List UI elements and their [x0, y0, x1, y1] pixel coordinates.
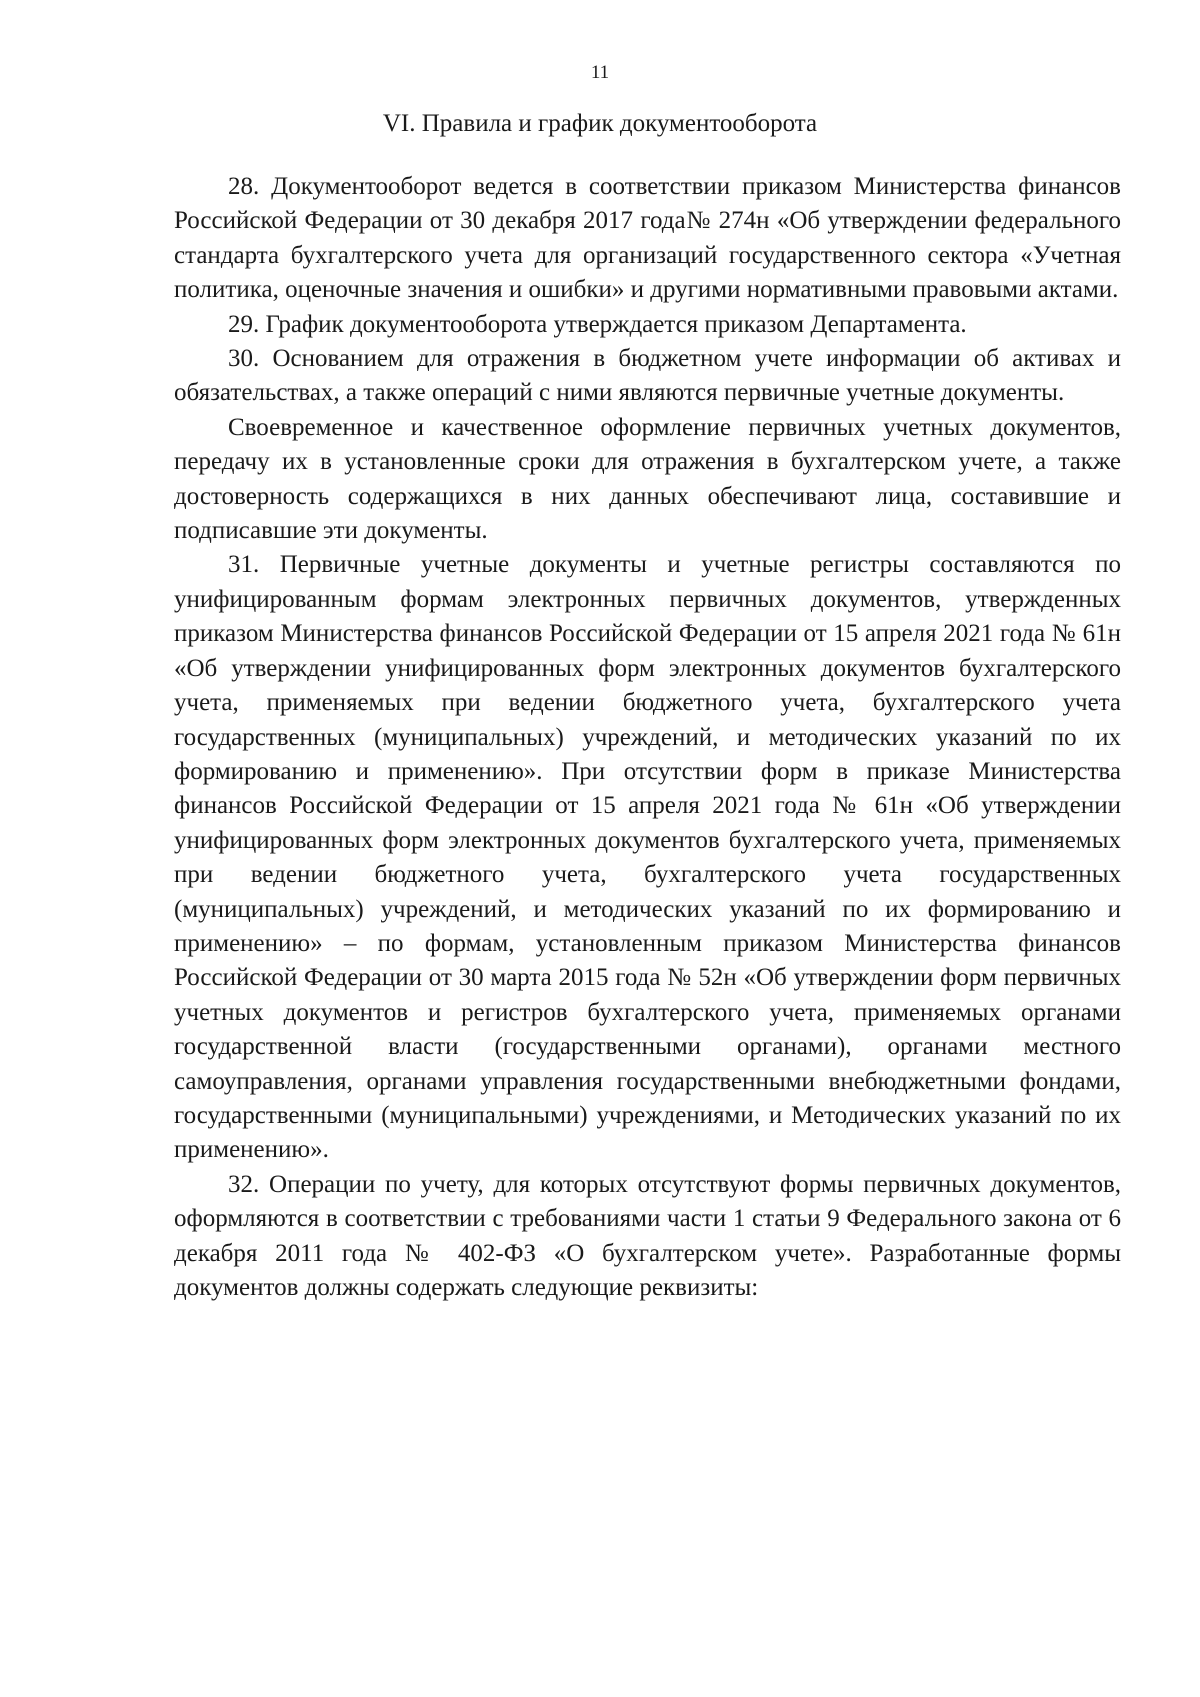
- document-body: [174, 170, 1121, 1305]
- paragraph-31: 31. Первичные учетные документы и учетные регистры составляются по унифицированным формам электронных первичных документов, утвержденных приказом Министерства финансов Российской Федерации от 15 апреля 2021 года № 61н «Об утверждении унифицированных форм электронных документов бухгалтерского учета, применяемых при ведении бюджетного учета, бухгалтерского учета государственных (муниципальных) учреждений, и методических указаний по их формированию и применению». При отсутствии форм в приказе Министерства финансов Российской Федерации от 15 апреля 2021 года № 61н «Об утверждении унифицированных форм электронных документов бухгалтерского учета, применяемых при ведении бюджетного учета, бухгалтерского учета государственных (муниципальных) учреждений, и методических указаний по их формированию и применению» – по формам, установленным приказом Министерства финансов Российской Федерации от 30 марта 2015 года № 52н «Об утверждении форм первичных учетных документов и регистров бухгалтерского учета, применяемых органами государственной власти (государственными органами), органами местного самоуправления, органами управления государственными внебюджетными фондами, государственными (муниципальными) учреждениями, и Методических указаний по их применению».: [174, 551, 1121, 1164]
- page-number: 11: [590, 62, 610, 83]
- paragraph-28: 28. Документооборот ведется в соответствии приказом Министерства финансов Российской Федерации от 30 декабря 2017 года№ 274н «Об утверждении федерального стандарта бухгалтерского учета для организаций государственного сектора «Учетная политика, оценочные значения и ошибки» и другими нормативными правовыми актами.: [174, 173, 1121, 304]
- section-title: VI. Правила и график документооборота: [382, 110, 818, 137]
- paragraph-30-continued: Своевременное и качественное оформление первичных учетных документов, передачу их в установленные сроки для отражения в бухгалтерском учете, а также достоверность содержащихся в них данных обеспечивают лица, составившие и подписавшие эти документы.: [174, 413, 1121, 545]
- paragraph-30: 30. Основанием для отражения в бюджетном учете информации об активах и обязательствах, а также операций с ними являются первичные учетные документы.: [174, 345, 1121, 407]
- paragraph-32: 32. Операции по учету, для которых отсутствуют формы первичных документов, оформляются в соответствии с требованиями части 1 статьи 9 Федерального закона от 6 декабря 2011 года № 402-ФЗ «О бухгалтерском учете». Разработанные формы документов должны содержать следующие реквизиты:: [174, 1170, 1121, 1301]
- paragraph-29: 29. График документооборота утверждается приказом Департамента.: [228, 310, 967, 338]
